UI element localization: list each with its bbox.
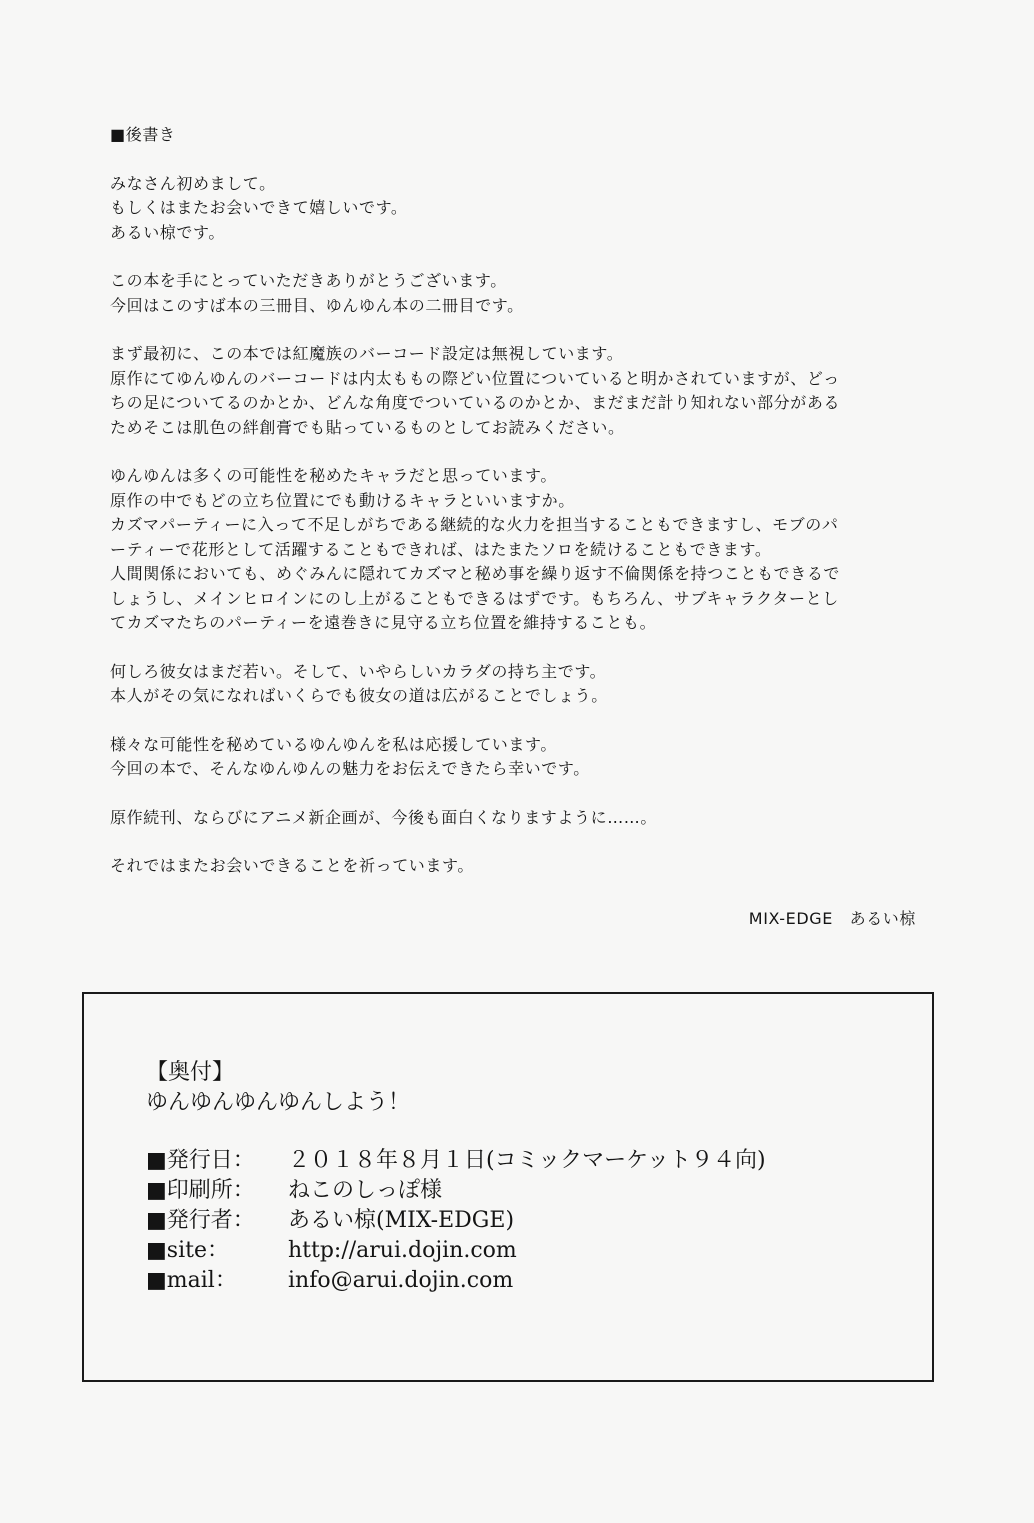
afterword-paragraph [110,660,920,709]
text-line: 人間関係においても、めぐみんに隠れてカズマと秘め事を繰り返す不倫関係を持つこともできるで [110,564,840,583]
text-line: まず最初に、この本では紅魔族のバーコード設定は無視しています。 [110,344,624,363]
afterword-section [110,123,920,903]
colophon-row-publisher [146,1206,766,1236]
afterword-paragraph [110,733,920,782]
text-line: 今回の本で、そんなゆんゆんの魅力をお伝えできたら幸いです。 [110,759,590,778]
colophon-label: ■発行日： [146,1148,255,1173]
colophon-box [82,992,934,1382]
colophon-label: ■発行者： [146,1208,255,1233]
colophon-row-publish-date [146,1146,766,1176]
afterword-heading: ■後書き [110,125,176,144]
author-signature: MIX-EDGE あるい椋 [748,909,916,928]
text-line: 今回はこのすば本の三冊目、ゆんゆん本の二冊目です。 [110,295,524,315]
colophon-row-mail [146,1266,766,1296]
text-line: 本人がその気になればいくらでも彼女の道は広がることでしょう。 [110,686,608,705]
colophon-value: あるい椋(MIX-EDGE) [288,1208,515,1233]
text-line: 原作の中でもどの立ち位置にでも動けるキャラといいますか。 [110,490,575,510]
afterword-paragraph [110,854,920,879]
text-line: しょうし、メインヒロインにのし上がることもできるはずです。もちろん、サブキャラクターとし [110,588,839,608]
text-line: ーティーで花形として活躍することもできれば、はたまたソロを続けることもできます。 [110,539,772,559]
colophon-label: ■mail： [146,1268,237,1293]
afterword-paragraph [110,172,920,246]
colophon-label: ■印刷所： [146,1178,255,1203]
text-line: 様々な可能性を秘めているゆんゆんを私は応援しています。 [110,734,557,754]
afterword-paragraph [110,269,920,318]
text-line: ためそこは肌色の絆創膏でも貼っているものとしてお読みください。 [110,417,625,437]
afterword-paragraph [110,342,920,440]
text-line: てカズマたちのパーティーを遠巻きに見守る立ち位置を維持することも。 [110,613,657,632]
colophon-row-site [146,1236,766,1266]
colophon-content [146,1058,766,1296]
colophon-value: ねこのしっぽ様 [288,1178,443,1203]
text-line: あるい椋です。 [110,222,225,242]
colophon-title: 【奥付】 [146,1060,235,1085]
text-line: もしくはまたお会いできて嬉しいです。 [110,198,408,217]
text-line: それではまたお会いできることを祈っています。 [110,856,474,875]
colophon-value: http://arui.dojin.com [288,1238,517,1263]
text-line: 原作にてゆんゆんのバーコードは内太ももの際どい位置についていると明かされていますが、どっ [110,368,840,388]
text-line: 何しろ彼女はまだ若い。そして、いやらしいカラダの持ち主です。 [110,661,607,681]
book-title: ゆんゆんゆんゆんしよう！ [146,1090,411,1115]
text-line: ちの足についてるのかとか、どんな角度でついているのかとか、まだまだ計り知れない部分がある [110,393,841,412]
afterword-paragraph [110,464,920,636]
colophon-label: ■site： [146,1238,229,1263]
text-line: ゆんゆんは多くの可能性を秘めたキャラだと思っています。 [110,466,557,485]
text-line: 原作続刊、ならびにアニメ新企画が、今後も面白くなりますように……。 [110,807,658,827]
text-line: この本を手にとっていただきありがとうございます。 [110,271,507,290]
text-line: みなさん初めまして。 [110,173,276,193]
colophon-value: info@arui.dojin.com [288,1268,514,1293]
colophon-value: ２０１８年８月１日(コミックマーケット９４向) [288,1148,766,1173]
colophon-row-printer [146,1176,766,1206]
text-line: カズマパーティーに入って不足しがちである継続的な火力を担当することもできますし、モブのパ [110,515,839,534]
afterword-paragraph [110,806,920,831]
